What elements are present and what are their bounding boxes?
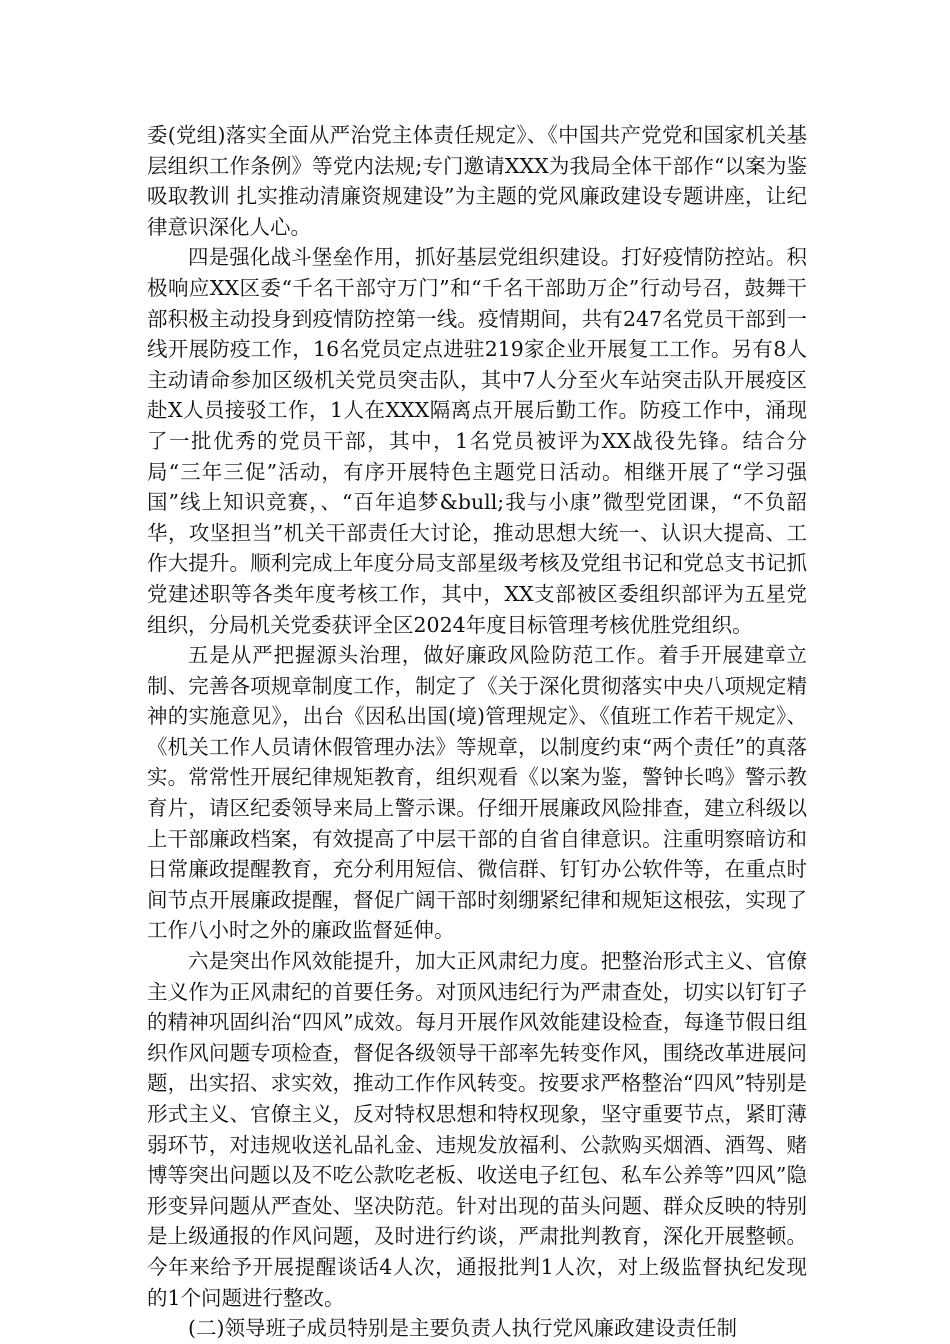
document-body: [147, 120, 807, 1344]
paragraph-point-six: 六是突出作风效能提升，加大正风肃纪力度。把整治形式主义、官僚主义作为正风肃纪的首要任务。对顶风违纪行为严肃查处，切实以钉钉子的精神巩固纠治“四风”成效。每月开展作风效能建设检查，每逢节假日组织作风问题专项检查，督促各级领导干部率先转变作风，围绕改革进展问题，出实招、求实效，推动工作作风转变。按要求严格整治“四风”特别是形式主义、官僚主义，反对特权思想和特权现象，坚守重要节点，紧盯薄弱环节，对违规收送礼品礼金、违规发放福利、公款购买烟酒、酒驾、赌博等突出问题以及不吃公款吃老板、收送电子红包、私车公养等”四风”隐形变异问题从严查处、坚决防范。针对出现的苗头问题、群众反映的特别是上级通报的作风问题，及时进行约谈，严肃批判教育，深化开展整顿。今年来给予开展提醒谈话4人次，通报批判1人次，对上级监督执纪发现的1个问题进行整改。: [147, 949, 807, 1310]
paragraph-point-five: 五是从严把握源头治理，做好廉政风险防范工作。着手开展建章立制、完善各项规章制度工作，制定了《关于深化贯彻落实中央八项规定精神的实施意见》，出台《因私出国(境)管理规定》、《值班工作若干规定》、《机关工作人员请休假管理办法》等规章，以制度约束“两个责任”的真落实。常常性开展纪律规矩教育，组织观看《以案为鉴，警钟长鸣》警示教育片，请区纪委领导来局上警示课。仔细开展廉政风险排查，建立科级以上干部廉政档案，有效提高了中层干部的自省自律意识。注重明察暗访和日常廉政提醒教育，充分利用短信、微信群、钉钉办公软件等，在重点时间节点开展廉政提醒，督促广阔干部时刻绷紧纪律和规矩这根弦，实现了工作八小时之外的廉政监督延伸。: [147, 643, 807, 943]
paragraph-continuation: 委(党组)落实全面从严治党主体责任规定》、《中国共产党党和国家机关基层组织工作条例》等党内法规;专门邀请XXX为我局全体干部作“以案为鉴 吸取教训 扎实推动清廉资规建设”为主题的党风廉政建设专题讲座，让纪律意识深化人心。: [147, 123, 807, 239]
section-heading-two: (二)领导班子成员特别是主要负责人执行党风廉政建设责任制: [188, 1316, 737, 1341]
paragraph-point-four: 四是强化战斗堡垒作用，抓好基层党组织建设。打好疫情防控站。积极响应XX区委“千名干部守万门”和“千名干部助万企”行动号召，鼓舞干部积极主动投身到疫情防控第一线。疫情期间，共有247名党员干部到一线开展防疫工作，16名党员定点进驻219家企业开展复工工作。另有8人主动请命参加区级机关党员突击队，其中7人分至火车站突击队开展疫区赴X人员接驳工作，1人在XXX隔离点开展后勤工作。防疫工作中，涌现了一批优秀的党员干部，其中，1名党员被评为XX战役先锋。结合分局“三年三促”活动，有序开展特色主题党日活动。相继开展了“学习强国”线上知识竞赛，、“百年追梦&bull;我与小康”微型党团课，“不负韶华，攻坚担当”机关干部责任大讨论，推动思想大统一、认识大提高、工作大提升。顺利完成上年度分局支部星级考核及党组书记和党总支书记抓党建述职等各类年度考核工作，其中，XX支部被区委组织部评为五星党组织，分局机关党委获评全区2024年度目标管理考核优胜党组织。: [147, 245, 807, 637]
